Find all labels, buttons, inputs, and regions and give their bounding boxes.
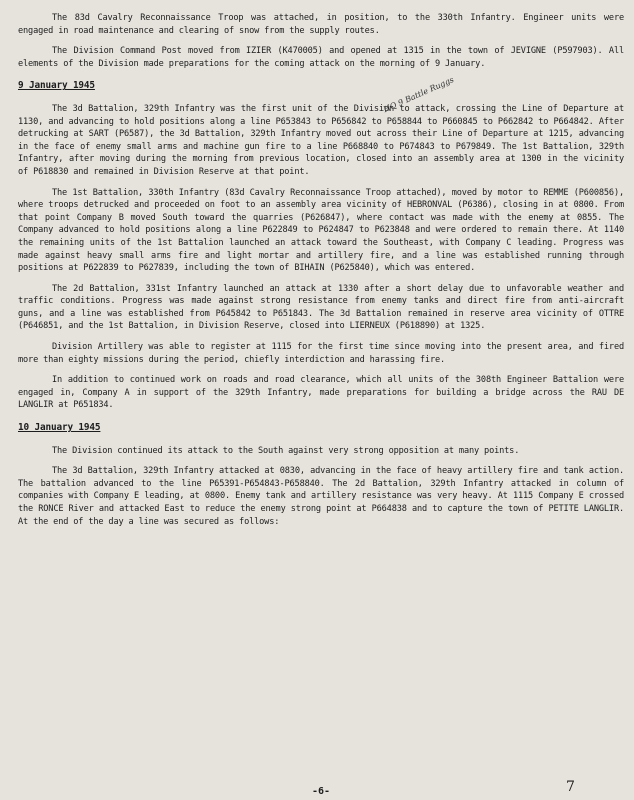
paragraph-text: The 83d Cavalry Reconnaissance Troop was attached, in position, to the 330th Infantry. Engineer units were engaged in road maintenance and clearing of snow from the supply routes. (18, 13, 624, 36)
date-heading: 10 January 1945 (18, 422, 101, 434)
paragraph (18, 103, 624, 179)
paragraph (18, 187, 624, 275)
paragraph-text: The Division Command Post moved from IZIER (K470005) and opened at 1315 in the town of JEVIGNE (P597903). All elements of the Division made preparations for the coming attack on the morning of 9 January. (18, 46, 624, 69)
paragraph-text: The 2d Battalion, 331st Infantry launched an attack at 1330 after a short delay due to unfavorable weather and traffic conditions. Progress was made against strong resistance from enemy tanks and direct fire from anti-aircraft guns, and a line was established from P645842 to P651843. The 3d Battalion remained in reserve area vicinity of OTTRE (P646851, and the 1st Battalion, in Division Reserve, closed into LIERNEUX (P618890) at 1325. (18, 283, 624, 332)
paragraph (18, 45, 624, 70)
paragraph-text: The Division continued its attack to the South against very strong opposition at many points. (52, 445, 520, 456)
page-number: -6- (312, 786, 331, 797)
paragraph-text: The 3d Battalion, 329th Infantry attacked at 0830, advancing in the face of heavy artillery fire and tank action. The battalion advanced to the line P65391-P654843-P658840. The 2d Battalion, 329th Infantry attacked in column of companies with Company E leading, at 0800. Enemy tank and artillery resistance was very heavy. At 1115 Company E crossed the RONCE River and attacked East to reduce the enemy strong point at P664838 and to capture the town of PETITE LANGLIR. At the end of the day a line was secured as follows: (18, 466, 624, 527)
paragraph-text: Division Artillery was able to register at 1115 for the first time since moving into the present area, and fired more than eighty missions during the period, chiefly interdiction and harassing fire. (18, 342, 624, 365)
paragraph-text: In addition to continued work on roads and road clearance, which all units of the 308th Engineer Battalion were engaged in, Company A in support of the 329th Infantry, made preparations for building a bridge across the RAU DE LANGLIR at P651834. (18, 375, 624, 411)
corner-mark: 7 (566, 779, 575, 795)
paragraph-text: The 3d Battalion, 329th Infantry was the first unit of the Division to attack, crossing the Line of Departure at 1130, and advancing to hold positions along a line P653843 to P656842 to P658844 to P660845 to P662842 to P664842. After detrucking at SART (P6587), the 3d Battalion, 329th Infantry moved out across their Line of Departure at 1215, advancing in the face of enemy small arms and machine gun fire to a line P668840 to P674843 to P679849. The 1st Battalion, 329th Infantry, after moving during the morning from previous location, closed into an assembly area at 1300 in the vicinity of P618830 and remained in Division Reserve at that point. (18, 103, 624, 177)
date-heading: 9 January 1945 (18, 80, 95, 92)
paragraph (18, 283, 624, 333)
paragraph (18, 374, 624, 412)
paragraph (18, 12, 624, 37)
paragraph-text: The 1st Battalion, 330th Infantry (83d Cavalry Reconnaissance Troop attached), moved by motor to REMME (P600856), where troops detrucked and proceeded on foot to an assembly area vicinity of HEBRONVAL (P6386), closing in at 0800. From that point Company B moved South toward the quarries (P626847), where contact was made with the enemy at 0855. The Company advanced to hold positions along a line P622849 to P624847 to P623848 and were ordered to remain there. At 1140 the remaining units of the 1st Battalion launched an attack toward the Southeast, with Company C leading. Progress was made against heavy small arms fire and light mortar and artillery fire, and a line was established running through positions at P622839 to P627839, including the town of BIHAIN (P625840), which was entered. (18, 187, 624, 274)
handwritten-note: HQ 9 Battle Ruggs (382, 75, 456, 115)
paragraph (18, 341, 624, 366)
paragraph (18, 445, 624, 458)
paragraph (18, 465, 624, 528)
